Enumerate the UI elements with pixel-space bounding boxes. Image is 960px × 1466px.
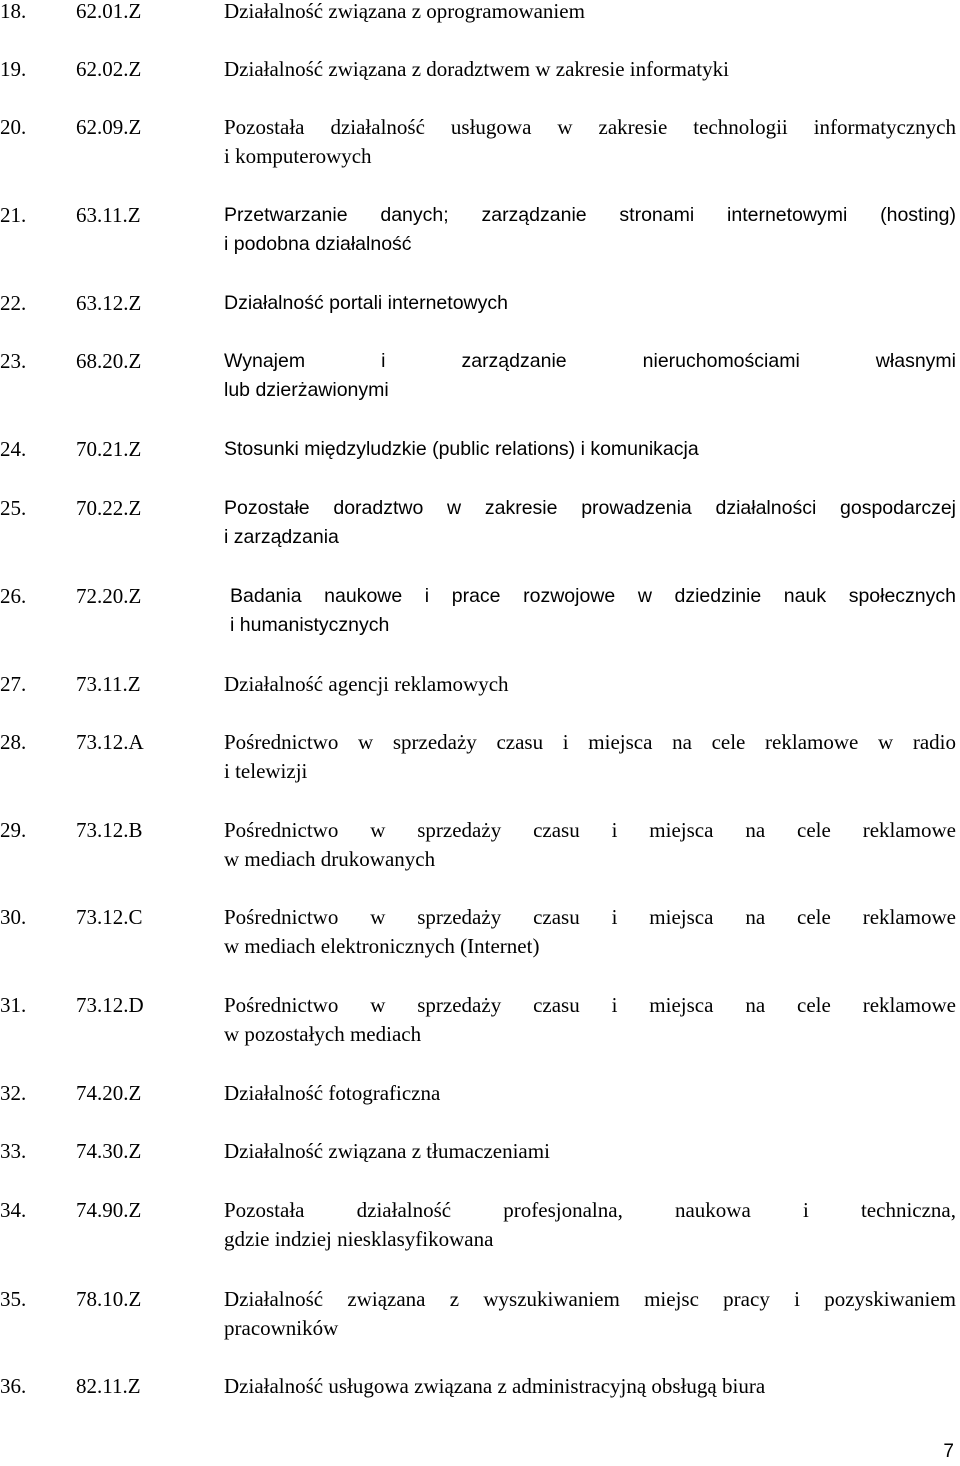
activity-description [230, 582, 956, 640]
pkd-code: 63.12.Z [76, 291, 142, 315]
activity-description [224, 1285, 956, 1343]
activity-description [224, 435, 956, 464]
entry-number: 33. [0, 1139, 27, 1163]
entry-number: 18. [0, 0, 27, 23]
entry-number: 20. [0, 115, 27, 139]
entry-number: 26. [0, 584, 27, 608]
activity-description [224, 289, 956, 318]
activity-description [224, 1137, 956, 1166]
description-line: Stosunki międzyludzkie (public relations) i komunikacja [224, 438, 699, 460]
description-line: Wynajem i zarządzanie nieruchomościami własnymi [224, 350, 956, 372]
description-line: Pośrednictwo w sprzedaży czasu i miejsca na cele reklamowe [224, 905, 956, 929]
description-line: pracowników [224, 1316, 339, 1340]
entry-number: 34. [0, 1198, 27, 1222]
pkd-code: 62.09.Z [76, 115, 142, 139]
activity-description [224, 0, 956, 26]
page-number: 7 [943, 1441, 954, 1462]
activity-description [224, 728, 956, 786]
description-line: Pośrednictwo w sprzedaży czasu i miejsca na cele reklamowe [224, 993, 956, 1017]
description-line: Działalność agencji reklamowych [224, 672, 509, 696]
pkd-code: 62.01.Z [76, 0, 142, 23]
description-line: Pozostałe doradztwo w zakresie prowadzenia działalności gospodarczej [224, 497, 956, 519]
entry-number: 22. [0, 291, 27, 315]
description-line: i telewizji [224, 759, 308, 783]
description-line: Pośrednictwo w sprzedaży czasu i miejsca na cele reklamowe w radio [224, 730, 956, 754]
pkd-code: 73.12.C [76, 905, 143, 929]
description-line: i zarządzania [224, 526, 339, 548]
entry-number: 35. [0, 1287, 27, 1311]
description-line: w mediach elektronicznych (Internet) [224, 934, 540, 958]
pkd-code: 73.11.Z [76, 672, 141, 696]
activity-description [224, 903, 956, 961]
pkd-code: 70.22.Z [76, 496, 142, 520]
pkd-code: 78.10.Z [76, 1287, 142, 1311]
activity-description [224, 201, 956, 259]
pkd-code: 73.12.A [76, 730, 144, 754]
activity-description [224, 816, 956, 874]
description-line: Działalność fotograficzna [224, 1081, 441, 1105]
activity-description [224, 1372, 956, 1401]
pkd-code: 70.21.Z [76, 437, 142, 461]
pkd-code: 73.12.B [76, 818, 143, 842]
pkd-code: 63.11.Z [76, 203, 141, 227]
description-line: Przetwarzanie danych; zarządzanie stronami internetowymi (hosting) [224, 204, 956, 226]
pkd-code: 62.02.Z [76, 57, 142, 81]
entry-number: 36. [0, 1374, 27, 1398]
activity-description [224, 670, 956, 699]
description-line: lub dzierżawionymi [224, 379, 389, 401]
entry-number: 25. [0, 496, 27, 520]
description-line: Pozostała działalność profesjonalna, naukowa i techniczna, [224, 1198, 956, 1222]
activity-description [224, 55, 956, 84]
entry-number: 30. [0, 905, 27, 929]
description-line: w pozostałych mediach [224, 1022, 422, 1046]
description-line: Działalność związana z oprogramowaniem [224, 0, 585, 23]
pkd-code: 74.30.Z [76, 1139, 142, 1163]
entry-number: 19. [0, 57, 27, 81]
pkd-code: 68.20.Z [76, 349, 142, 373]
activity-description [224, 113, 956, 171]
entry-number: 27. [0, 672, 27, 696]
pkd-code: 72.20.Z [76, 584, 142, 608]
entry-number: 24. [0, 437, 27, 461]
description-line: Działalność usługowa związana z administracyjną obsługą biura [224, 1374, 766, 1398]
description-line: Działalność związana z doradztwem w zakresie informatyki [224, 57, 729, 81]
activity-description [224, 347, 956, 405]
pkd-code: 74.20.Z [76, 1081, 142, 1105]
description-line: w mediach drukowanych [224, 847, 436, 871]
description-line: Pozostała działalność usługowa w zakresie technologii informatycznych [224, 115, 956, 139]
pkd-code: 74.90.Z [76, 1198, 142, 1222]
activity-description [224, 494, 956, 552]
description-line: i podobna działalność [224, 233, 412, 255]
entry-number: 29. [0, 818, 27, 842]
description-line: Działalność związana z wyszukiwaniem miejsc pracy i pozyskiwaniem [224, 1287, 956, 1311]
entry-number: 28. [0, 730, 27, 754]
description-line: Działalność związana z tłumaczeniami [224, 1139, 550, 1163]
description-line: i komputerowych [224, 144, 372, 168]
description-line: Pośrednictwo w sprzedaży czasu i miejsca na cele reklamowe [224, 818, 956, 842]
entry-number: 21. [0, 203, 27, 227]
pkd-code: 73.12.D [76, 993, 144, 1017]
entry-number: 23. [0, 349, 27, 373]
activity-description [224, 1196, 956, 1254]
description-line: gdzie indziej niesklasyfikowana [224, 1227, 494, 1251]
entry-number: 31. [0, 993, 27, 1017]
description-line: Badania naukowe i prace rozwojowe w dziedzinie nauk społecznych [230, 585, 956, 607]
pkd-code: 82.11.Z [76, 1374, 141, 1398]
description-line: Działalność portali internetowych [224, 292, 508, 314]
activity-description [224, 1079, 956, 1108]
activity-description [224, 991, 956, 1049]
description-line: i humanistycznych [230, 614, 390, 636]
entry-number: 32. [0, 1081, 27, 1105]
